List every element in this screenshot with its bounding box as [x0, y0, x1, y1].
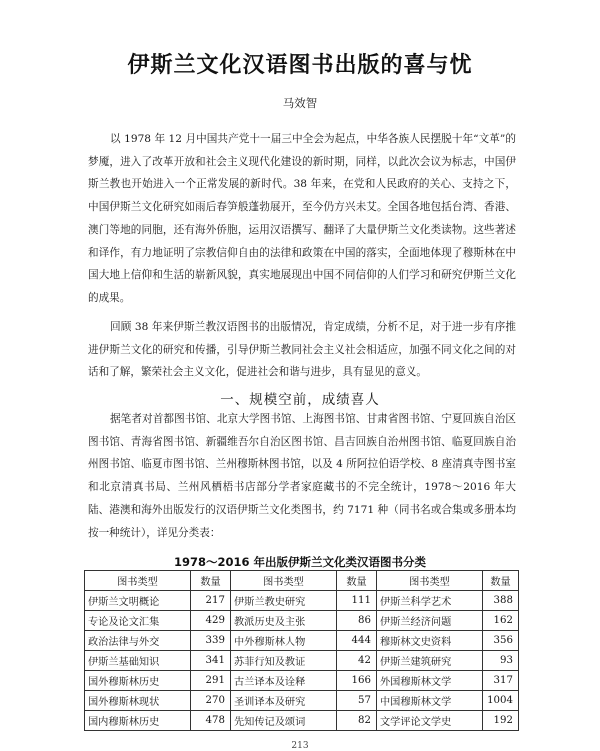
category-name: 国内穆斯林历史	[85, 711, 191, 731]
category-name: 伊斯兰建筑研究	[377, 651, 483, 671]
category-name: 伊斯兰教史研究	[231, 591, 337, 611]
header-count: 数量	[191, 571, 231, 591]
category-count: 166	[337, 671, 377, 691]
category-name: 伊斯兰文明概论	[85, 591, 191, 611]
category-count: 111	[337, 591, 377, 611]
category-name: 苏菲行知及教证	[231, 651, 337, 671]
category-count: 86	[337, 611, 377, 631]
section-paragraph: 据笔者对首都图书馆、北京大学图书馆、上海图书馆、甘肃省图书馆、宁夏回族自治区图书馆、青海省图书馆、新疆维吾尔自治区图书馆、昌吉回族自治州图书馆、临夏回族自治州图书馆、临夏市图书馆、兰州穆斯林图书馆，以及 4 所阿拉伯语学校、8 座清真寺图书室和北京清真书局、兰州风栖梧书店部分学者家庭藏书的不完全统计，1978～2016 年大陆、港澳和海外出版发行的汉语伊斯兰文化类图书，约 7171 种（同书名或合集或多册本均按一种统计），详见分类表：	[88, 413, 516, 539]
category-name: 伊斯兰基础知识	[85, 651, 191, 671]
category-count: 42	[337, 651, 377, 671]
header-count: 数量	[337, 571, 377, 591]
category-name: 先知传记及颂词	[231, 711, 337, 731]
header-count: 数量	[483, 571, 519, 591]
category-name: 文学评论文学史	[377, 711, 483, 731]
section-heading: 一、规模空前，成绩喜人	[220, 392, 380, 408]
category-name: 专论及论文汇集	[85, 611, 191, 631]
header-type: 图书类型	[377, 571, 483, 591]
intro-paragraph-2: 回顾 38 年来伊斯兰教汉语图书的出版情况，肯定成绩，分析不足，对于进一步有序推进伊斯兰文化的研究和传播，引导伊斯兰教同社会主义社会相适应，加强不同文化之间的对话和了解，繁荣社会主义文化，促进社会和谐与进步，具有显见的意义。	[88, 321, 516, 379]
table-row	[85, 591, 519, 611]
category-count: 162	[483, 611, 519, 631]
category-name: 穆斯林文史资料	[377, 631, 483, 651]
category-count: 341	[191, 651, 231, 671]
category-name: 政治法律与外交	[85, 631, 191, 651]
table-row	[85, 651, 519, 671]
intro-paragraph-1: 以 1978 年 12 月中国共产党十一届三中全会为起点，中华各族人民摆脱十年“文革”的梦魇，进入了改革开放和社会主义现代化建设的新时期，同样，以此次会议为标志，中国伊斯兰教也开始进入一个正常发展的新时代。38 年来，在党和人民政府的关心、支持之下，中国伊斯兰文化研究如雨后春笋般蓬勃展开，至今仍方兴未艾。全国各地包括台湾、香港、澳门等地的同胞，还有海外侨胞，运用汉语撰写、翻译了大量伊斯兰文化类读物。这些著述和译作，有力地证明了宗教信仰自由的法律和政策在中国的落实，全面地体现了穆斯林在中国大地上信仰和生活的崭新风貌，真实地展现出中国不同信仰的人们学习和研究伊斯兰文化的成果。	[88, 133, 516, 304]
article-title: 伊斯兰文化汉语图书出版的喜与忧	[127, 53, 473, 78]
table-caption: 1978～2016 年出版伊斯兰文化类汉语图书分类	[173, 555, 426, 569]
header-type: 图书类型	[231, 571, 337, 591]
category-count: 217	[191, 591, 231, 611]
category-name: 国外穆斯林现状	[85, 691, 191, 711]
category-name: 伊斯兰科学艺术	[377, 591, 483, 611]
category-name: 教派历史及主张	[231, 611, 337, 631]
category-name: 中国穆斯林文学	[377, 691, 483, 711]
category-count: 93	[483, 651, 519, 671]
category-count: 291	[191, 671, 231, 691]
category-count: 317	[483, 671, 519, 691]
category-name: 古兰译本及诠释	[231, 671, 337, 691]
table-row	[85, 631, 519, 651]
category-count: 339	[191, 631, 231, 651]
page-number: 213	[291, 741, 309, 751]
category-name: 伊斯兰经济问题	[377, 611, 483, 631]
category-count: 192	[483, 711, 519, 731]
table-header-row	[85, 571, 519, 591]
category-count: 57	[337, 691, 377, 711]
category-count: 388	[483, 591, 519, 611]
header-type: 图书类型	[85, 571, 191, 591]
category-count: 444	[337, 631, 377, 651]
category-name: 国外穆斯林历史	[85, 671, 191, 691]
category-count: 82	[337, 711, 377, 731]
category-name: 圣训译本及研究	[231, 691, 337, 711]
table-row	[85, 711, 519, 731]
category-count: 270	[191, 691, 231, 711]
category-table	[84, 570, 519, 731]
author-name: 马效智	[282, 96, 318, 110]
category-count: 478	[191, 711, 231, 731]
table-row	[85, 671, 519, 691]
category-count: 1004	[483, 691, 519, 711]
table-row	[85, 691, 519, 711]
category-count: 429	[191, 611, 231, 631]
category-name: 外国穆斯林文学	[377, 671, 483, 691]
category-name: 中外穆斯林人物	[231, 631, 337, 651]
category-count: 356	[483, 631, 519, 651]
table-row	[85, 611, 519, 631]
